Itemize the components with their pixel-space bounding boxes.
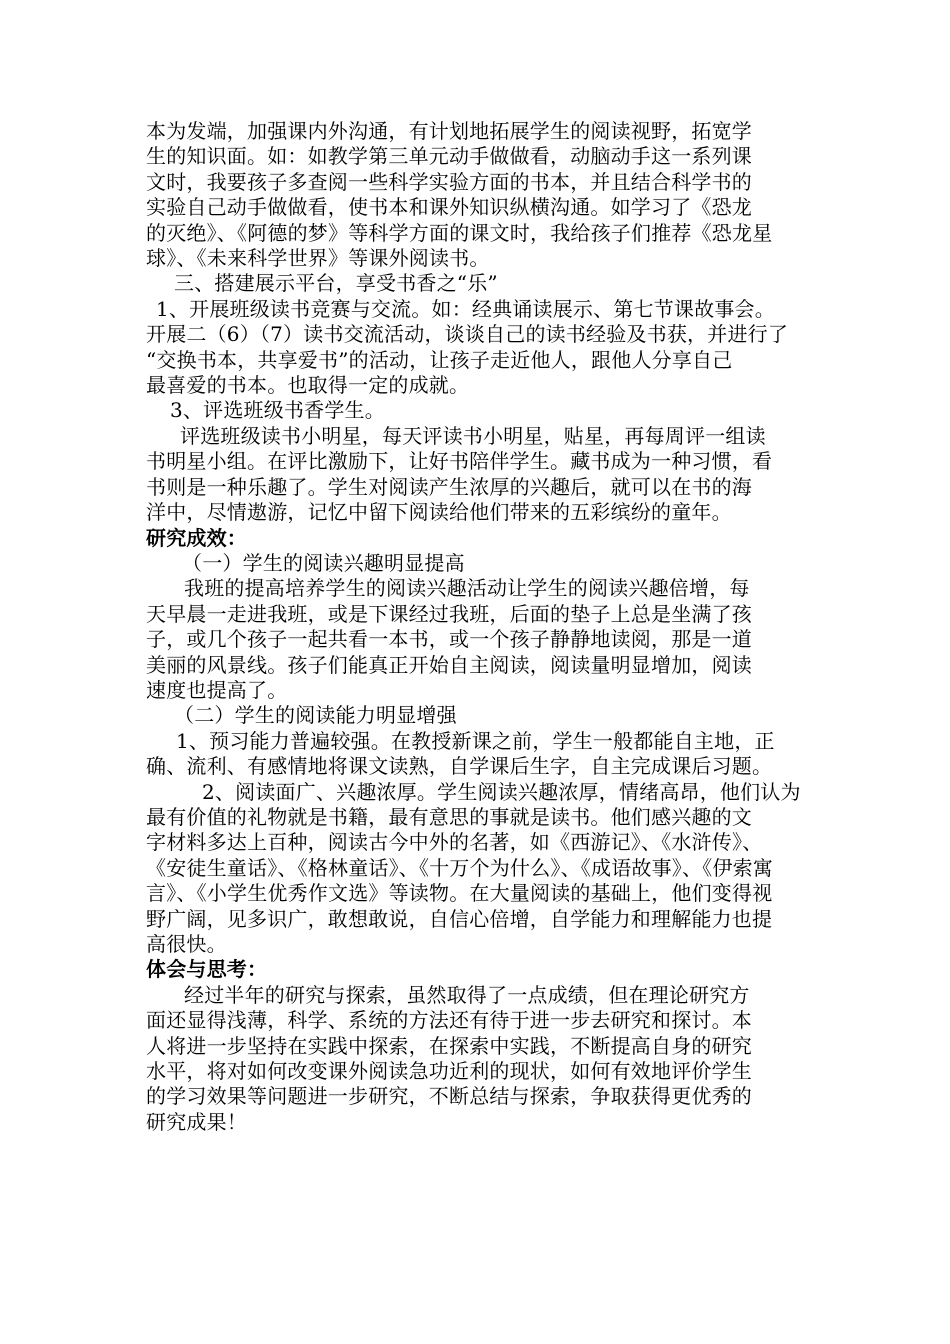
text-line: 子，或几个孩子一起共看一本书，或一个孩子静静地读阅，那是一道 [146,627,752,652]
text-line: 书则是一种乐趣了。学生对阅读产生浓厚的兴趣后，就可以在书的海 [146,474,752,499]
text-line: 的灭绝》、《阿德的梦》等科学方面的课文时，我给孩子们推荐《恐龙星 [146,220,773,245]
text-line: 言》、《小学生优秀作文选》等读物。在大量阅读的基础上，他们变得视 [146,881,773,906]
section-heading: 体会与思考： [146,957,268,982]
text-line: 洋中，尽情遨游，记忆中留下阅读给他们带来的五彩缤纷的童年。 [146,500,732,525]
text-line: 人将进一步坚持在实践中探索，在探索中实践，不断提高自身的研究 [146,1033,752,1058]
text-line: 本为发端，加强课内外沟通，有计划地拓展学生的阅读视野，拓宽学 [146,119,752,143]
text-line: 实验自己动手做做看，使书本和课外知识纵横沟通。如学习了《恐龙 [146,195,752,220]
text-line: 开展二（6）（7）读书交流活动，谈谈自己的读书经验及书获，并进行了 [146,322,789,347]
text-line: 经过半年的研究与探索，虽然取得了一点成绩，但在理论研究方 [184,982,750,1007]
text-line: 最喜爱的书本。也取得一定的成就。 [146,373,470,398]
text-line: 文时，我要孩子多查阅一些科学实验方面的书本，并且结合科学书的 [146,169,752,194]
document-body [146,119,810,1135]
text-line: 评选班级读书小明星，每天评读书小明星，贴星，再每周评一组读 [180,423,766,448]
text-line: 确、流利、有感情地将课文读熟，自学课后生字，自主完成课后习题。 [146,754,773,779]
text-line: 速度也提高了。 [146,677,288,702]
text-line: 2、阅读面广、兴趣浓厚。学生阅读兴趣浓厚，情绪高昂，他们认为 [202,779,801,804]
text-line: 三、搭建展示平台，享受书香之“乐” [174,271,498,296]
text-line: 字材料多达上百种，阅读古今中外的名著，如《西游记》、《水浒传》、 [146,830,763,855]
text-line: 生的知识面。如：如教学第三单元动手做做看，动脑动手这一系列课 [146,144,752,169]
text-line: 1、预习能力普遍较强。在教授新课之前，学生一般都能自主地，正 [176,728,775,753]
text-line: （一）学生的阅读兴趣明显提高 [182,550,465,575]
text-line: 高很快。 [146,932,227,956]
text-line: 水平，将对如何改变课外阅读急功近利的现状，如何有效地评价学生 [146,1059,752,1084]
text-line: 美丽的风景线。孩子们能真正开始自主阅读，阅读量明显增加，阅读 [146,652,752,677]
text-line: 球》、《未来科学世界》等课外阅读书。 [146,246,490,271]
text-line: 《安徒生童话》、《格林童话》、《十万个为什么》、《成语故事》、《伊索寓 [146,855,773,880]
text-line: “交换书本，共享爱书”的活动，让孩子走近他人，跟他人分享自己 [146,347,733,372]
text-line: 我班的提高培养学生的阅读兴趣活动让学生的阅读兴趣倍增，每 [184,576,750,601]
text-line: 最有价值的礼物就是书籍，最有意思的事就是读书。他们感兴趣的文 [146,804,752,829]
text-line: 书明星小组。在评比激励下，让好书陪伴学生。藏书成为一种习惯，看 [146,449,773,474]
section-heading: 研究成效： [146,525,247,550]
text-line: 3、评选班级书香学生。 [170,398,385,423]
text-line: 1、开展班级读书竞赛与交流。如：经典诵读展示、第七节课故事会。 [156,296,775,321]
text-line: 研究成果！ [146,1109,247,1134]
text-line: 野广阔，见多识广，敢想敢说，自信心倍增，自学能力和理解能力也提 [146,906,773,931]
text-line: 天早晨一走进我班，或是下课经过我班，后面的垫子上总是坐满了孩 [146,601,752,626]
text-line: 的学习效果等问题进一步研究，不断总结与探索，争取获得更优秀的 [146,1084,752,1109]
text-line: 面还显得浅薄，科学、系统的方法还有待于进一步去研究和探讨。本 [146,1008,752,1033]
text-line: （二）学生的阅读能力明显增强 [174,703,457,728]
